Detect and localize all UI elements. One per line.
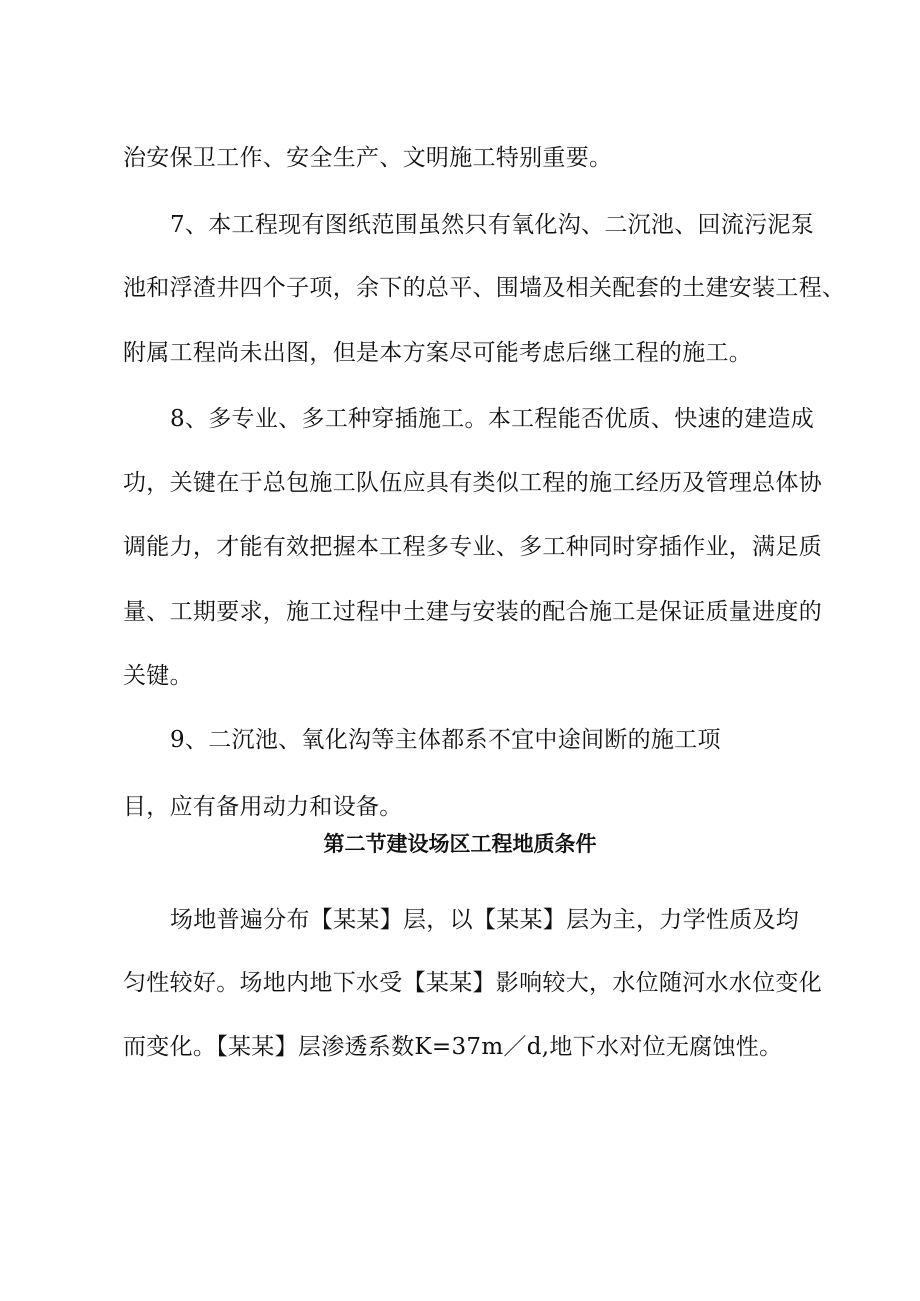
paragraph-8-line-4: 量、工期要求，施工过程中土建与安装的配合施工是保证质量进度的 [123,599,822,625]
section-heading: 第二节建设场区工程地质条件 [323,832,597,856]
paragraph-9-line-1: 9、二沉池、氧化沟等主体都系不宜中途间断的施工项 [170,727,721,753]
paragraph-8-line-2: 功，关键在于总包施工队伍应具有类似工程的施工经历及管理总体协 [123,470,822,496]
paragraph-8-line-1: 8、多专业、多工种穿插施工。本工程能否优质、快速的建造成 [170,406,815,432]
paragraph-geology-line-1: 场地普遍分布【某某】层，以【某某】层为主，力学性质及均 [170,907,800,933]
paragraph-geology-line-3: 而变化。【某某】层渗透系数K=37m／d,地下水对位无腐蚀性。 [123,1034,783,1060]
paragraph-intro-line-1: 治安保卫工作、安全生产、文明施工特别重要。 [123,145,613,171]
paragraph-7-line-3: 附属工程尚未出图，但是本方案尽可能考虑后继工程的施工。 [123,340,753,366]
paragraph-7-line-1: 7、本工程现有图纸范围虽然只有氧化沟、二沉池、回流污泥泵 [170,212,815,238]
paragraph-8-line-3: 调能力，才能有效把握本工程多专业、多工种同时穿插作业，满足质 [123,534,822,560]
paragraph-8-line-5: 关键。 [123,663,193,689]
paragraph-7-line-2: 池和浮渣井四个子项，余下的总平、围墙及相关配套的土建安装工程、 [123,275,846,301]
paragraph-9-line-2: 目，应有备用动力和设备。 [123,794,403,820]
paragraph-geology-line-2: 匀性较好。场地内地下水受【某某】影响较大，水位随河水水位变化 [123,970,822,996]
